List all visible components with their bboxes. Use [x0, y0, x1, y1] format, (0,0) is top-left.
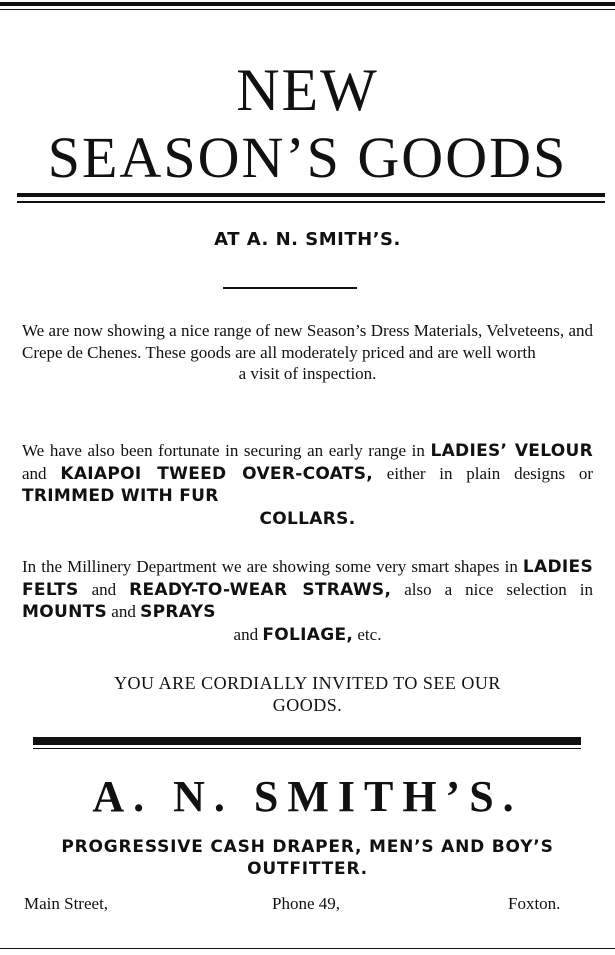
invitation-line-2: GOODS. — [272, 695, 343, 715]
paragraph-dress-materials-last-line: a visit of inspection. — [238, 364, 377, 383]
brand-rule-thin — [33, 748, 581, 749]
at-smiths-line: AT A. N. SMITH’S. — [214, 229, 401, 250]
millinery-bold-mounts: MOUNTS — [22, 602, 108, 622]
paragraph-overcoats — [22, 440, 593, 530]
headline-new: NEW — [236, 57, 379, 123]
paragraph-dress-materials — [22, 320, 593, 385]
tagline-line-2: OUTFITTER. — [247, 859, 368, 879]
brand-name: A. N. SMITH’S. — [92, 772, 523, 821]
millinery-bold-foliage: FOLIAGE, — [262, 624, 354, 645]
headline-rule-thin — [17, 201, 605, 203]
headline-rule-thick — [17, 193, 605, 197]
short-divider — [223, 287, 357, 289]
overcoats-bold-ladies-velour: LADIES’ VELOUR — [430, 441, 593, 461]
footer-street: Main Street, — [24, 894, 109, 913]
millinery-text-2: and — [78, 579, 130, 599]
bottom-border — [0, 948, 615, 949]
paragraph-millinery — [22, 556, 593, 646]
overcoats-text-2: and — [22, 463, 61, 483]
invitation — [22, 672, 593, 716]
tagline — [0, 836, 615, 880]
brand-rule-thick — [33, 737, 581, 745]
millinery-text-1: In the Millinery Department we are showing some very smart shapes in — [22, 557, 523, 576]
millinery-bold-ready-to-wear: READY-TO-WEAR STRAWS, — [129, 579, 392, 600]
paragraph-dress-materials-text: We are now showing a nice range of new Season’s Dress Materials, Velveteens, and Crepe de Chenes. These goods are all moderately priced and are well worth — [22, 321, 593, 362]
overcoats-text-3: either in plain designs or — [373, 463, 594, 483]
overcoats-bold-collars: COLLARS. — [259, 508, 356, 529]
overcoats-bold-kaiapoi-tweed: KAIAPOI TWEED OVER-COATS, — [60, 463, 374, 484]
footer-phone: Phone 49, — [272, 894, 340, 913]
top-border-thick — [0, 2, 615, 6]
top-border-thin — [0, 9, 615, 10]
millinery-bold-sprays: SPRAYS — [140, 602, 216, 622]
millinery-text-3: also a nice selection in — [391, 579, 594, 599]
tagline-line-1: PROGRESSIVE CASH DRAPER, MEN’S AND BOY’S — [61, 837, 554, 857]
millinery-text-6: etc. — [353, 624, 382, 644]
invitation-line-1: YOU ARE CORDIALLY INVITED TO SEE OUR — [114, 673, 501, 693]
footer-town: Foxton. — [508, 894, 561, 913]
millinery-bold-ladies-felts: LADIES FELTS — [22, 557, 593, 600]
millinery-text-5: and — [233, 624, 263, 644]
overcoats-text-1: We have also been fortunate in securing an early range in — [22, 441, 431, 460]
headline-seasons-goods: SEASON’S GOODS — [47, 125, 568, 190]
overcoats-bold-trimmed-fur: TRIMMED WITH FUR — [22, 486, 219, 506]
millinery-text-4: and — [107, 602, 141, 621]
